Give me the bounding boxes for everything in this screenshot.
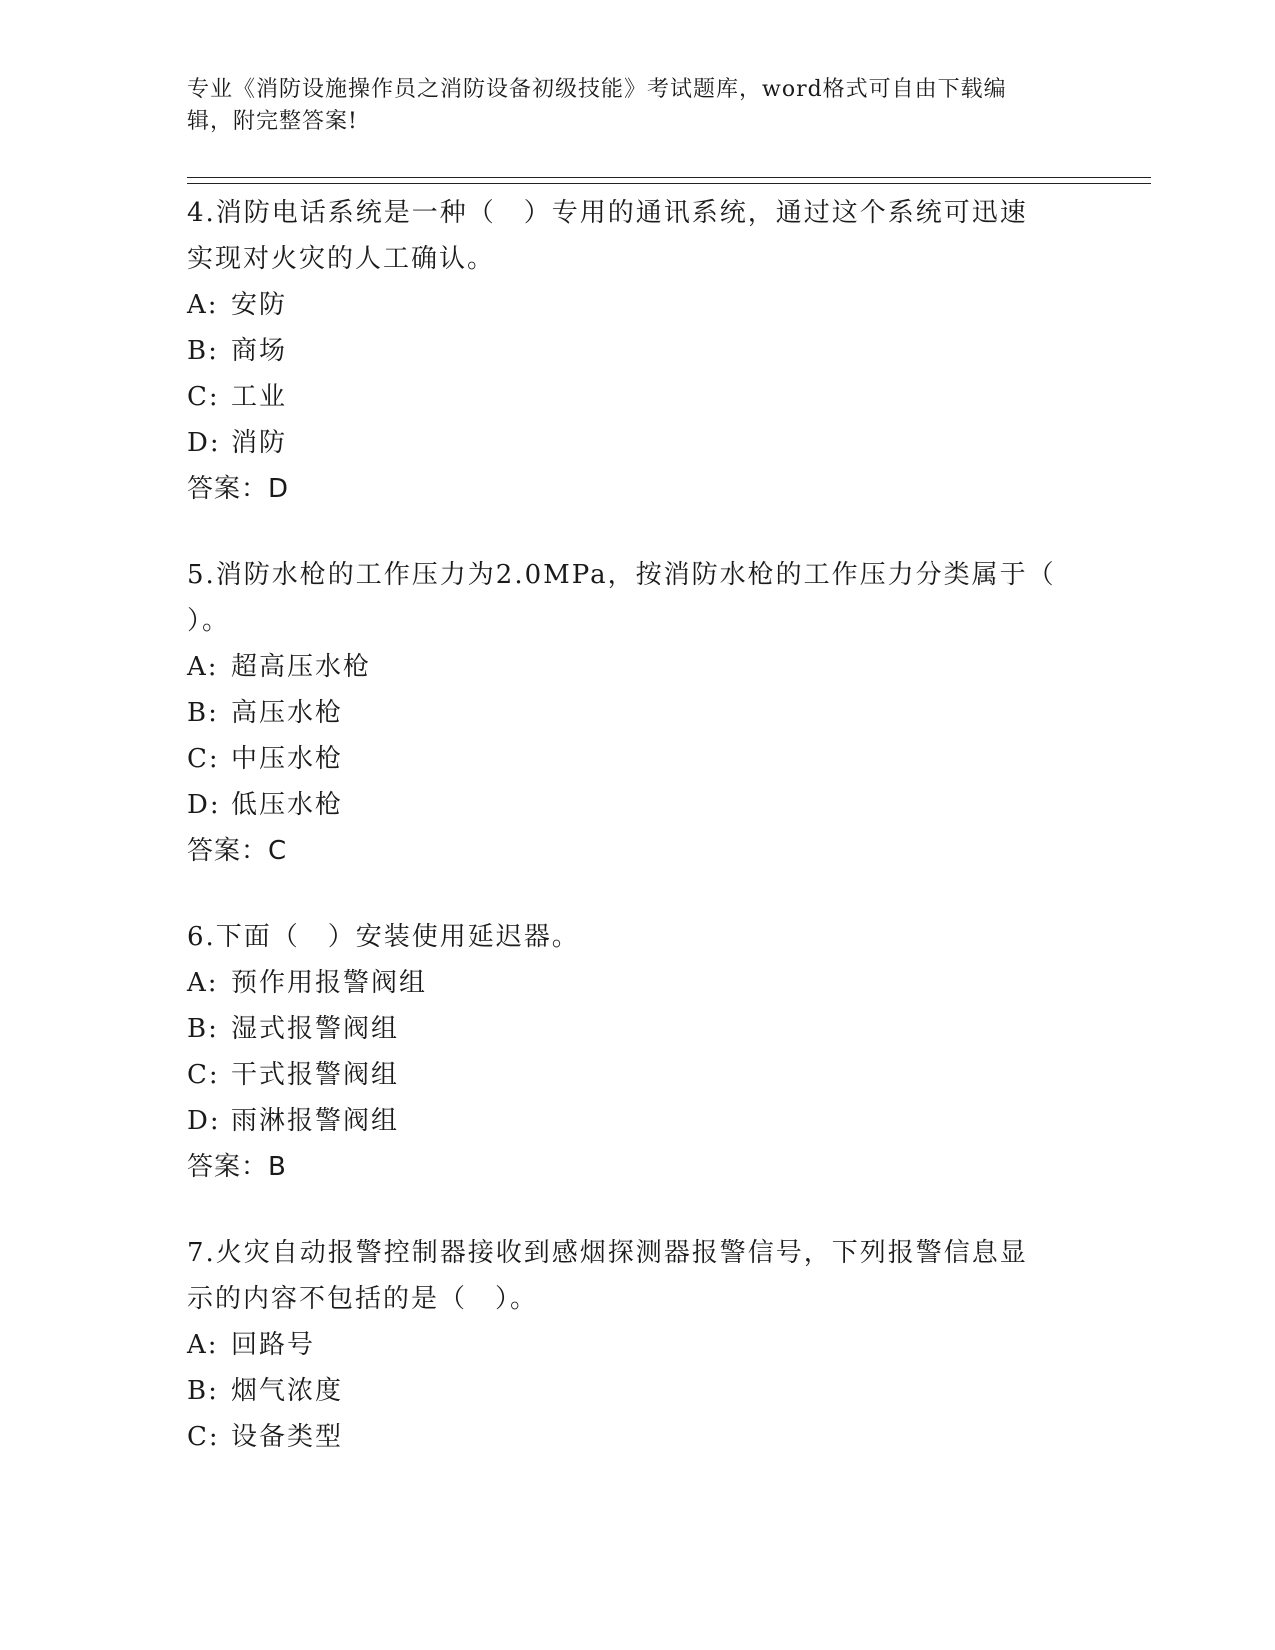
header-divider-bottom xyxy=(187,183,1151,184)
option-letter: C: xyxy=(187,1060,220,1090)
option-letter: A: xyxy=(187,290,219,320)
option-text: 干式报警阀组 xyxy=(231,1060,400,1090)
option-text: 高压水枪 xyxy=(231,698,344,728)
option-text: 烟气浓度 xyxy=(231,1376,344,1406)
header-divider-top xyxy=(187,177,1151,178)
option-text: 安防 xyxy=(231,290,288,320)
option-c xyxy=(187,374,1067,420)
answer-line: 答案：C xyxy=(187,836,288,866)
question-5 xyxy=(187,552,1067,874)
option-text: 回路号 xyxy=(231,1330,316,1360)
option-letter: B: xyxy=(187,698,219,728)
option-b xyxy=(187,1368,1067,1414)
option-letter: A: xyxy=(187,968,219,998)
option-letter: A: xyxy=(187,1330,219,1360)
option-text: 低压水枪 xyxy=(231,790,344,820)
option-a xyxy=(187,960,1067,1006)
question-4 xyxy=(187,190,1067,512)
option-c xyxy=(187,1052,1067,1098)
option-text: 超高压水枪 xyxy=(231,652,372,682)
option-letter: A: xyxy=(187,652,219,682)
option-b xyxy=(187,1006,1067,1052)
question-stem-line-1: 7.火灾自动报警控制器接收到感烟探测器报警信号，下列报警信息显 xyxy=(187,1238,1028,1268)
option-text: 预作用报警阀组 xyxy=(231,968,428,998)
option-text: 消防 xyxy=(231,428,288,458)
question-6 xyxy=(187,914,1067,1190)
option-a xyxy=(187,644,1067,690)
question-stem-line-1: 6.下面（ ）安装使用延迟器。 xyxy=(187,922,580,952)
intro-line-2: 辑，附完整答案! xyxy=(187,109,358,134)
question-stem-line-2: 示的内容不包括的是（ ）。 xyxy=(187,1284,539,1314)
intro-line-1: 专业《消防设施操作员之消防设备初级技能》考试题库，word格式可自由下载编 xyxy=(187,77,1007,102)
document-intro xyxy=(187,74,1067,138)
option-b xyxy=(187,328,1067,374)
option-letter: B: xyxy=(187,336,219,366)
answer-line: 答案：D xyxy=(187,474,290,504)
option-text: 湿式报警阀组 xyxy=(231,1014,400,1044)
option-text: 中压水枪 xyxy=(231,744,344,774)
question-stem-line-2: ）。 xyxy=(187,606,231,636)
option-d xyxy=(187,782,1067,828)
option-letter: D: xyxy=(187,1106,221,1136)
option-c xyxy=(187,736,1067,782)
option-text: 工业 xyxy=(231,382,288,412)
option-a xyxy=(187,1322,1067,1368)
option-letter: C: xyxy=(187,382,220,412)
question-stem-line-1: 5.消防水枪的工作压力为2.0MPa，按消防水枪的工作压力分类属于（ xyxy=(187,560,1056,590)
option-letter: D: xyxy=(187,790,221,820)
option-text: 设备类型 xyxy=(231,1422,344,1452)
option-d xyxy=(187,420,1067,466)
option-text: 商场 xyxy=(231,336,288,366)
option-letter: B: xyxy=(187,1376,219,1406)
question-list xyxy=(187,190,1067,1500)
option-text: 雨淋报警阀组 xyxy=(231,1106,400,1136)
option-letter: C: xyxy=(187,1422,220,1452)
question-stem-line-1: 4.消防电话系统是一种（ ）专用的通讯系统，通过这个系统可迅速 xyxy=(187,198,1028,228)
answer-line: 答案：B xyxy=(187,1152,287,1182)
question-7 xyxy=(187,1230,1067,1460)
option-a xyxy=(187,282,1067,328)
option-c xyxy=(187,1414,1067,1460)
option-d xyxy=(187,1098,1067,1144)
option-b xyxy=(187,690,1067,736)
option-letter: D: xyxy=(187,428,221,458)
question-stem-line-2: 实现对火灾的人工确认。 xyxy=(187,244,496,274)
option-letter: C: xyxy=(187,744,220,774)
option-letter: B: xyxy=(187,1014,219,1044)
